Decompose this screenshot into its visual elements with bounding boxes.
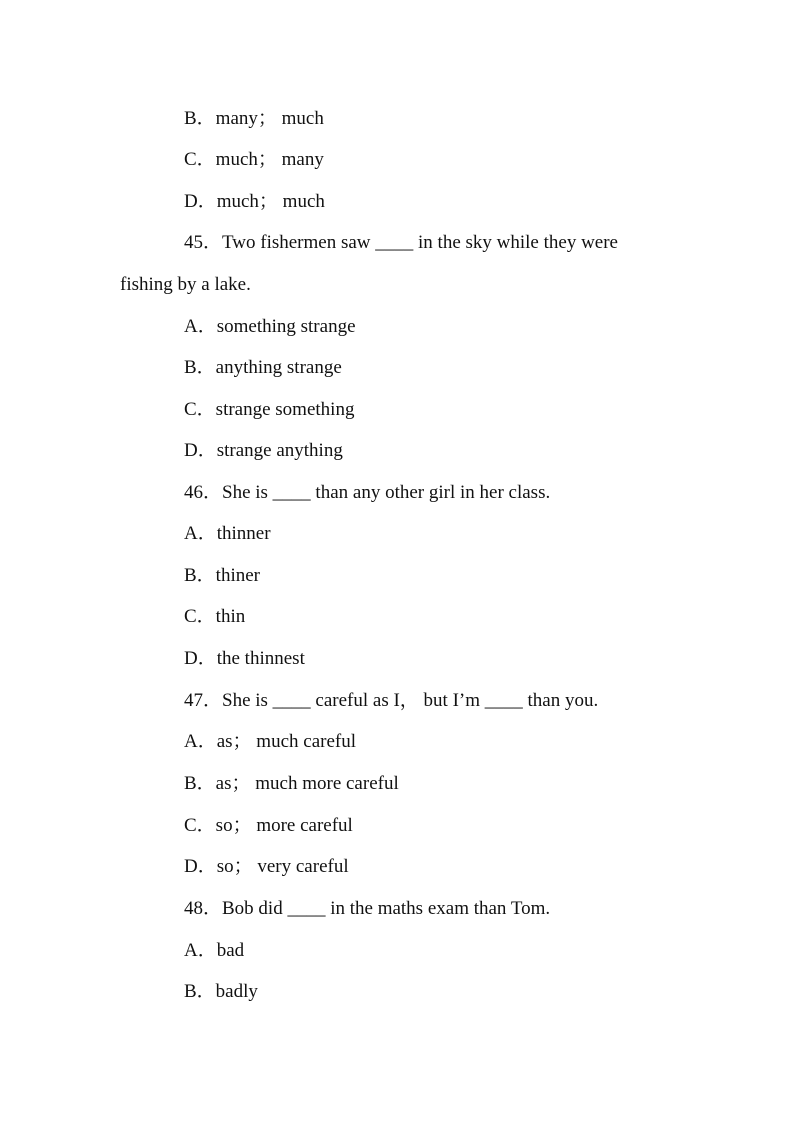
q47-option-b: B．as； much more careful <box>184 773 399 794</box>
q44-option-d: D．much； much <box>184 191 325 212</box>
q46-option-a: A．thinner <box>184 523 271 544</box>
q44-option-c: C．much； many <box>184 149 324 170</box>
q45-question-line1: 45．Two fishermen saw ____ in the sky while they were <box>184 232 618 253</box>
q45-option-c: C．strange something <box>184 399 355 420</box>
q48-question: 48．Bob did ____ in the maths exam than Tom. <box>184 898 551 919</box>
q47-option-c: C．so； more careful <box>184 815 353 836</box>
q46-question: 46．She is ____ than any other girl in her class. <box>184 482 551 503</box>
q45-option-d: D．strange anything <box>184 440 343 461</box>
q45-option-b: B．anything strange <box>184 357 342 378</box>
q47-option-a: A．as； much careful <box>184 731 356 752</box>
q46-option-c: C．thin <box>184 606 246 627</box>
q46-option-b: B．thiner <box>184 565 260 586</box>
q45-option-a: A．something strange <box>184 316 356 337</box>
q47-option-d: D．so； very careful <box>184 856 349 877</box>
q45-question-line2: fishing by a lake. <box>120 274 251 295</box>
q48-option-a: A．bad <box>184 940 245 961</box>
q48-option-b: B．badly <box>184 981 258 1002</box>
q47-question: 47．She is ____ careful as I， but I’m ____ than you. <box>184 690 599 711</box>
q46-option-d: D．the thinnest <box>184 648 305 669</box>
q44-option-b: B．many； much <box>184 108 324 129</box>
